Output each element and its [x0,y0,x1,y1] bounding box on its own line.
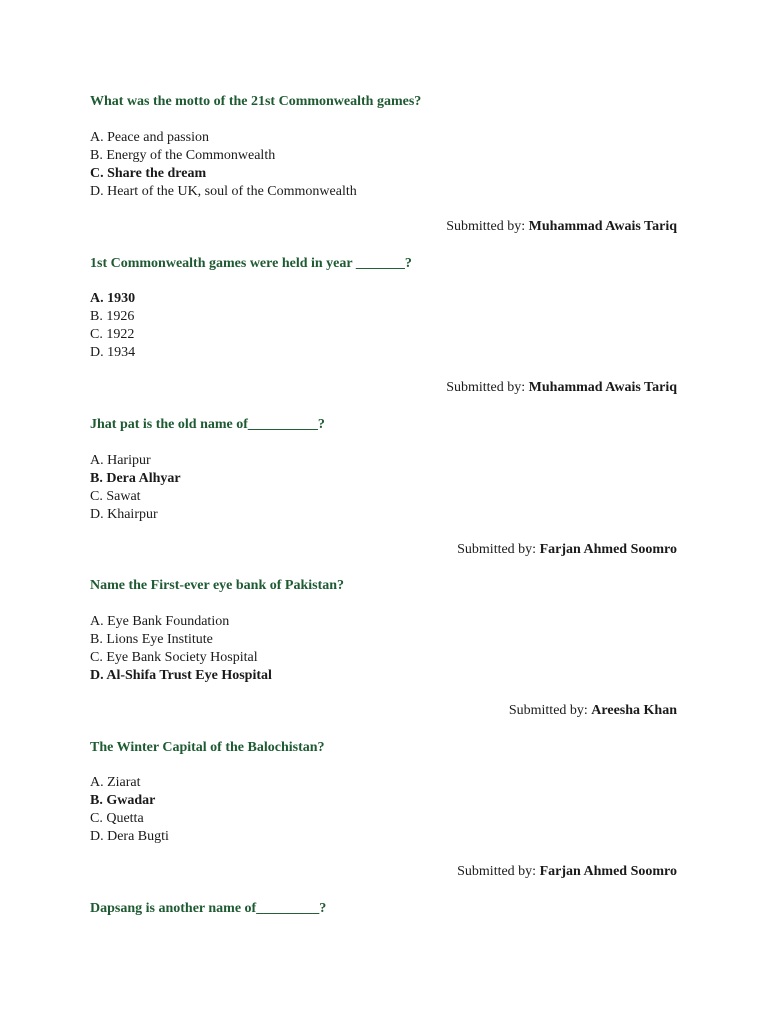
submitter-name: Muhammad Awais Tariq [528,380,677,395]
option-d: D. Khairpur [90,507,158,522]
question-2-text: 1st Commonwealth games were held in year _______? [90,256,412,271]
option-b: B. 1926 [90,309,135,324]
option-a: A. Eye Bank Foundation [90,614,230,629]
option-c: C. Sawat [90,489,141,504]
question-5-submitted-by [457,863,677,881]
option-b: B. Lions Eye Institute [90,632,213,647]
question-3-submitted-by [457,541,677,559]
question-1-submitted-by [446,218,677,236]
option-a: A. Peace and passion [90,130,209,145]
option-b-correct: B. Gwadar [90,793,156,808]
option-a: A. Ziarat [90,775,141,790]
submitted-label: Submitted by: [457,864,537,879]
submitter-name: Areesha Khan [591,703,677,718]
option-b: B. Energy of the Commonwealth [90,148,276,163]
question-1-text: What was the motto of the 21st Commonwealth games? [90,94,422,109]
option-c: C. Eye Bank Society Hospital [90,650,258,665]
option-d: D. Heart of the UK, soul of the Commonwealth [90,184,357,199]
question-4-submitted-by [509,702,677,720]
option-a-correct: A. 1930 [90,291,136,306]
option-d: D. 1934 [90,345,136,360]
option-c-correct: C. Share the dream [90,166,207,181]
submitter-name: Farjan Ahmed Soomro [539,864,677,879]
submitted-label: Submitted by: [446,380,526,395]
question-4-text: Name the First-ever eye bank of Pakistan? [90,578,345,593]
option-d: D. Dera Bugti [90,829,169,844]
submitter-name: Muhammad Awais Tariq [528,219,677,234]
question-6-text: Dapsang is another name of_________? [90,901,327,916]
submitted-label: Submitted by: [457,542,537,557]
option-c: C. 1922 [90,327,135,342]
question-4-options [90,613,272,685]
submitter-name: Farjan Ahmed Soomro [539,542,677,557]
question-2-submitted-by [446,379,677,397]
question-3-text: Jhat pat is the old name of__________? [90,417,325,432]
question-3-options [90,452,181,524]
option-a: A. Haripur [90,453,151,468]
question-1-options [90,129,357,201]
option-c: C. Quetta [90,811,144,826]
submitted-label: Submitted by: [508,703,588,718]
question-2-options [90,290,135,362]
question-5-text: The Winter Capital of the Balochistan? [90,740,325,755]
option-b-correct: B. Dera Alhyar [90,471,181,486]
question-5-options [90,774,169,846]
option-d-correct: D. Al-Shifa Trust Eye Hospital [90,668,272,683]
submitted-label: Submitted by: [446,219,526,234]
